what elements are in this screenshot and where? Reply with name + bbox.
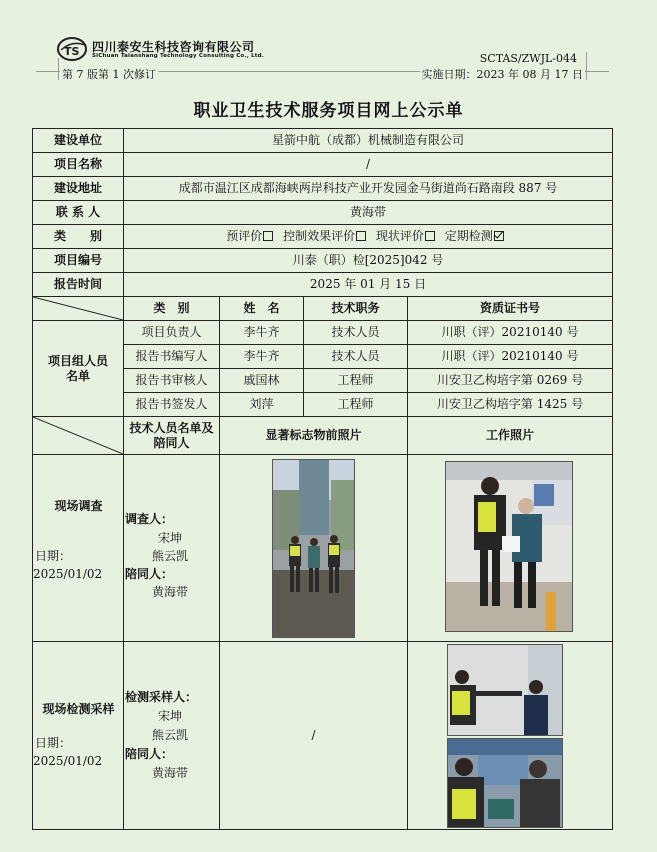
sampling-investigator-label: 检测采样人：: [125, 690, 198, 704]
revision-info: 第 7 版第 1 次修订: [62, 68, 156, 81]
svg-text:TS: TS: [64, 45, 80, 58]
row-contact: [33, 201, 613, 225]
staff-col-category: 类 别: [124, 297, 220, 321]
company-name-cn: 四川泰安生科技咨询有限公司: [92, 40, 255, 54]
project-label: 项目名称: [33, 153, 124, 177]
staff-col-title: 技术职务: [304, 297, 408, 321]
company-logo: [57, 36, 89, 62]
survey-investigator-1: 宋坤: [158, 531, 183, 545]
row-address: [33, 177, 613, 201]
sampling-companion: 黄海带: [152, 766, 189, 780]
staff-header-row: [33, 297, 613, 321]
date-value: 2025 年 01 月 15 日: [124, 273, 613, 297]
checkbox-control-eval[interactable]: [356, 231, 366, 241]
sampling-label-cell: [33, 642, 124, 830]
checkbox-periodic-test[interactable]: [494, 231, 504, 241]
number-label: 项目编号: [33, 249, 124, 273]
staff-cell: 戚国林: [220, 369, 304, 393]
staff-cell: 报告书编写人: [124, 345, 220, 369]
staff-col-name: 姓 名: [220, 297, 304, 321]
sampling-work-photo-cell: [408, 642, 613, 830]
sign-col-header: 显著标志物前照片: [220, 417, 408, 455]
staff-cell: 工程师: [304, 393, 408, 417]
row-project: [33, 153, 613, 177]
survey-label-cell: [33, 455, 124, 642]
staff-cell: 报告书签发人: [124, 393, 220, 417]
survey-label: 现场调查: [54, 499, 103, 513]
contact-label: 联 系 人: [33, 201, 124, 225]
page-title: 职业卫生技术服务项目网上公示单: [193, 101, 464, 121]
staff-cell: 李牛齐: [220, 345, 304, 369]
survey-sign-photo-cell: [220, 455, 408, 642]
survey-date: 2025/01/02: [33, 567, 103, 581]
survey-names-cell: [124, 455, 220, 642]
checkbox-status-eval[interactable]: [425, 231, 435, 241]
effective-date: 实施日期：2023 年 08 月 17 日: [421, 68, 583, 81]
sampling-date-label: 日期：: [35, 736, 72, 750]
staff-cell: 李牛齐: [220, 321, 304, 345]
names-col-header-text: 技术人员名单及陪同人: [129, 420, 214, 450]
row-number: [33, 249, 613, 273]
staff-cell: 技术人员: [304, 345, 408, 369]
sampling-work-photo-1: [447, 644, 563, 736]
company-name-en: SiChuan Taianshang Technology Consulting Co., Ltd.: [92, 53, 265, 59]
contact-value: 黄海带: [124, 201, 613, 225]
staff-col-cert: 资质证书号: [408, 297, 613, 321]
row-unit: [33, 129, 613, 153]
diagonal-cell-2: [33, 417, 124, 455]
sampling-companion-label: 陪同人：: [125, 747, 174, 761]
option-periodic-test: 定期检测: [444, 229, 493, 243]
disclosure-table: [32, 128, 613, 830]
staff-cell: 技术人员: [304, 321, 408, 345]
staff-cell: 工程师: [304, 369, 408, 393]
staff-cell: 川安卫乙构培字第 1425 号: [408, 393, 613, 417]
survey-investigator-label: 调查人：: [125, 512, 174, 526]
category-options: [124, 225, 613, 249]
staff-cell: 报告书审核人: [124, 369, 220, 393]
date-label: 报告时间: [33, 273, 124, 297]
names-col-header: [124, 417, 220, 455]
checkbox-pre-eval[interactable]: [263, 231, 273, 241]
sampling-label: 现场检测采样: [42, 702, 115, 716]
address-value: 成都市温江区成都海峡两岸科技产业开发园金马街道尚石路南段 887 号: [124, 177, 613, 201]
staff-group-label: [33, 321, 124, 417]
staff-group-label-text: 项目组人员名单: [48, 353, 109, 383]
doc-code: SCTAS/ZWJL-044: [479, 52, 577, 65]
sampling-sign-photo-cell: /: [220, 642, 408, 830]
work-col-header: 工作照片: [408, 417, 613, 455]
survey-work-photo-cell: [408, 455, 613, 642]
unit-label: 建设单位: [33, 129, 124, 153]
option-pre-eval: 预评价: [226, 229, 263, 243]
sampling-date: 2025/01/02: [33, 754, 103, 768]
staff-cell: 刘萍: [220, 393, 304, 417]
unit-value: 星箭中航（成都）机械制造有限公司: [124, 129, 613, 153]
survey-investigator-2: 熊云凯: [152, 549, 189, 563]
staff-cell: 项目负责人: [124, 321, 220, 345]
survey-companion: 黄海带: [152, 585, 189, 599]
survey-row: [33, 455, 613, 642]
sampling-row: [33, 642, 613, 830]
diagonal-cell: [33, 297, 124, 321]
staff-cell: 川职（评）20210140 号: [408, 345, 613, 369]
survey-companion-label: 陪同人：: [125, 567, 174, 581]
header-divider-right: [586, 52, 587, 80]
sampling-investigator-1: 宋坤: [158, 709, 183, 723]
address-label: 建设地址: [33, 177, 124, 201]
photo-header-row: [33, 417, 613, 455]
row-date: [33, 273, 613, 297]
staff-cell: 川安卫乙构培字第 0269 号: [408, 369, 613, 393]
project-value: /: [124, 153, 613, 177]
number-value: 川泰（职）检[2025]042 号: [124, 249, 613, 273]
staff-cell: 川职（评）20210140 号: [408, 321, 613, 345]
sampling-work-photo-2: [447, 738, 563, 828]
survey-date-label: 日期：: [35, 549, 72, 563]
sampling-names-cell: [124, 642, 220, 830]
row-category: [33, 225, 613, 249]
option-control-eval: 控制效果评价: [283, 229, 356, 243]
option-status-eval: 现状评价: [375, 229, 424, 243]
sampling-investigator-2: 熊云凯: [152, 728, 189, 742]
table-row: [33, 321, 613, 345]
survey-work-photo: [445, 461, 573, 632]
survey-sign-photo: [272, 459, 355, 638]
header-divider-left: [58, 58, 59, 80]
category-label: 类 别: [33, 225, 124, 249]
